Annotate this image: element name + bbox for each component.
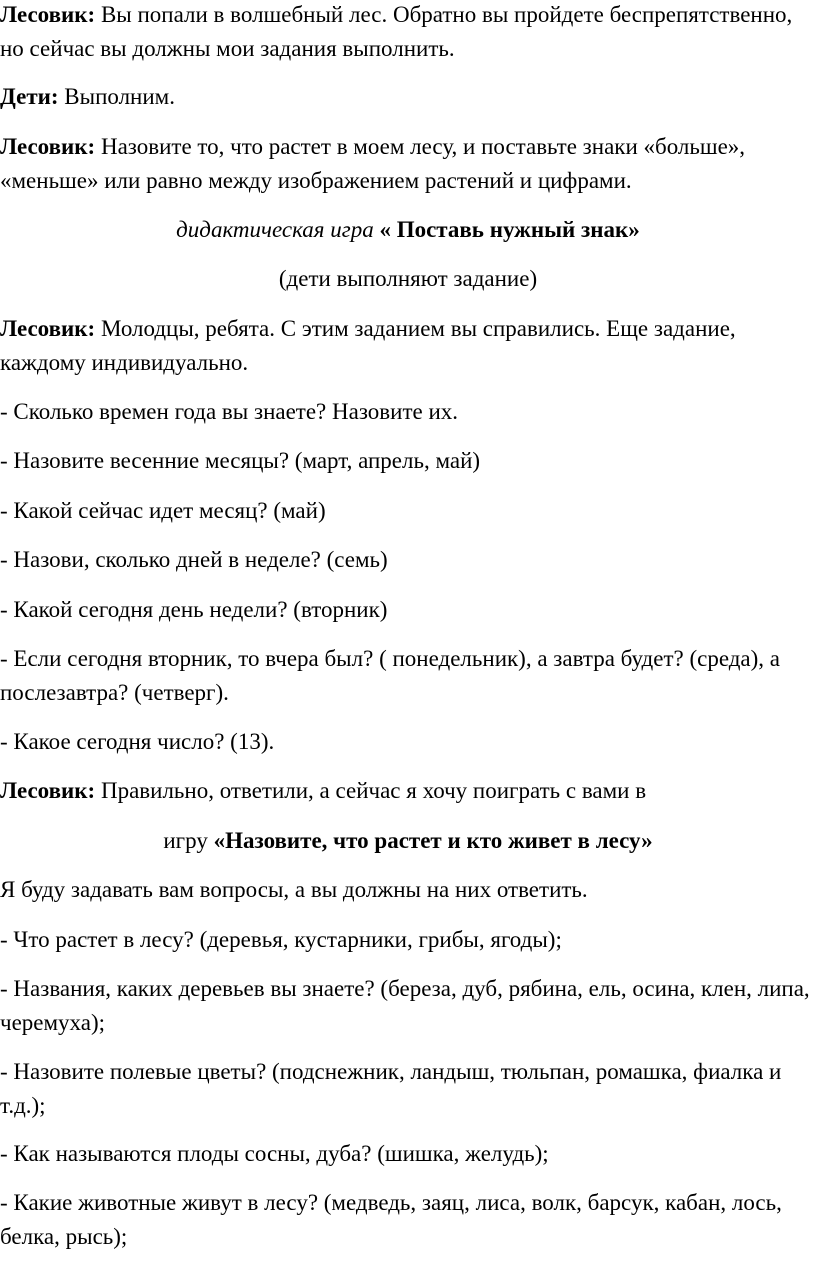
question-line: - Если сегодня вторник, то вчера был? ( понедельник), а завтра будет? (среда), а послезавтра? (четверг). [0, 646, 781, 705]
speaker-label: Лесовик: [0, 316, 96, 341]
question-line: - Назовите весенние месяцы? (март, апрель, май) [0, 448, 481, 473]
paragraph-text: Правильно, ответили, а сейчас я хочу поиграть с вами в [95, 778, 647, 803]
paragraph-lesovik-intro [0, 0, 812, 66]
game-heading-2 [0, 824, 816, 858]
paragraph-instructions: Я буду задавать вам вопросы, а вы должны на них ответить. [0, 877, 588, 902]
speaker-label: Лесовик: [0, 778, 96, 803]
game-title: «Назовите, что растет и кто живет в лесу» [213, 828, 653, 853]
game-heading-1 [0, 213, 816, 247]
speaker-label: Лесовик: [0, 134, 96, 159]
paragraph-text: Назовите то, что растет в моем лесу, и поставьте знаки «больше», «меньше» или равно между изображением растений и цифрами. [0, 134, 746, 193]
question-line: - Названия, каких деревьев вы знаете? (береза, дуб, рябина, ель, осина, клен, липа, черемуха); [0, 976, 810, 1035]
game-label: игру [163, 828, 214, 853]
paragraph-lesovik-praise [0, 312, 812, 380]
paragraph-text: Молодцы, ребята. С этим заданием вы справились. Еще задание, каждому индивидуально. [0, 316, 736, 375]
question-line: - Что растет в лесу? (деревья, кустарники, грибы, ягоды); [0, 927, 562, 952]
paragraph-lesovik-game [0, 774, 812, 808]
paragraph-text: Вы попали в волшебный лес. Обратно вы пройдете беспрепятственно, но сейчас вы должны мои задания выполнить. [0, 2, 793, 61]
paragraph-lesovik-task [0, 130, 812, 198]
speaker-label: Дети: [0, 84, 59, 109]
game-title: « Поставь нужный знак» [373, 217, 640, 242]
question-line: - Какой сегодня день недели? (вторник) [0, 597, 388, 622]
question-line: - Назови, сколько дней в неделе? (семь) [0, 547, 388, 572]
game-label: дидактическая игра [176, 217, 374, 242]
question-line: - Как называются плоды сосны, дуба? (шишка, желудь); [0, 1141, 549, 1166]
paragraph-text: Выполним. [58, 84, 175, 109]
question-line: - Какой сейчас идет месяц? (май) [0, 498, 326, 523]
paragraph-children-reply [0, 80, 812, 114]
question-line: - Какие животные живут в лесу? (медведь, заяц, лиса, волк, барсук, кабан, лось, белка, рысь); [0, 1190, 782, 1249]
speaker-label: Лесовик: [0, 2, 96, 27]
stage-note: (дети выполняют задание) [278, 266, 538, 291]
question-line: - Сколько времен года вы знаете? Назовите их. [0, 399, 459, 424]
question-line: - Какое сегодня число? (13). [0, 729, 275, 754]
question-line: - Назовите полевые цветы? (подснежник, ландыш, тюльпан, ромашка, фиалка и т.д.); [0, 1059, 782, 1118]
